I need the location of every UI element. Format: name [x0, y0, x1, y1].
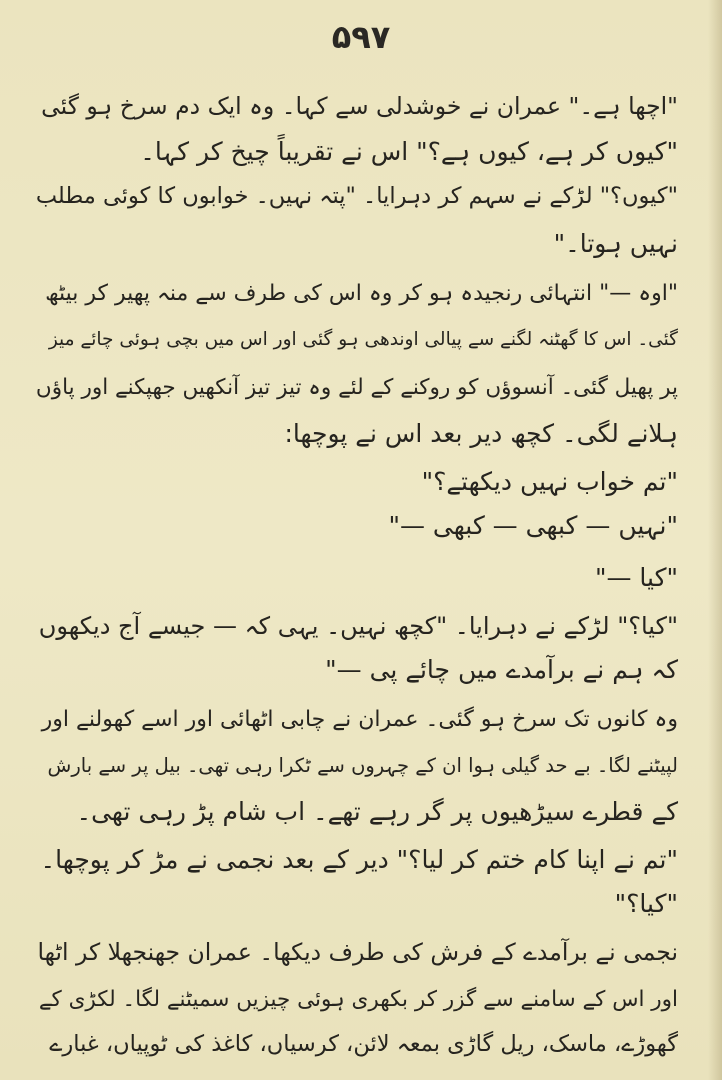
text-line: اور اس کے سامنے سے گزر کر بکھری ہوئی چیزیں سمیٹنے لگا۔ لکڑی کے — [38, 987, 678, 1012]
text-line: پر پھیل گئی۔ آنسوؤں کو روکنے کے لئے وہ تیز تیز آنکھیں جھپکنے اور پاؤں — [35, 375, 678, 400]
text-line: "کیا؟" لڑکے نے دہرایا۔ "کچھ نہیں۔ یہی کہ — جیسے آج دیکھوں — [38, 612, 678, 640]
text-line: "تم نے اپنا کام ختم کر لیا؟" دیر کے بعد نجمی نے مڑ کر پوچھا۔ — [40, 845, 678, 874]
text-line: گھوڑے، ماسک، ریل گاڑی بمعہ لائن، کرسیاں، کاغذ کی ٹوپیاں، غبارے — [49, 1031, 678, 1057]
text-line: "کیوں کر ہے، کیوں ہے؟" اس نے تقریباً چیخ کر کہا۔ — [140, 137, 678, 166]
text-line: ہلانے لگی۔ کچھ دیر بعد اس نے پوچھا: — [284, 419, 678, 448]
text-line: "کیوں؟" لڑکے نے سہم کر دہرایا۔ "پتہ نہیں۔ خوابوں کا کوئی مطلب — [35, 183, 678, 209]
text-line: نہیں ہوتا۔" — [553, 229, 678, 258]
page-number: ۵۹۷ — [331, 18, 391, 56]
text-line: "نہیں — کبھی — کبھی —" — [388, 511, 678, 540]
text-line: لپیٹنے لگا۔ بے حد گیلی ہوا ان کے چہروں سے ٹکرا رہی تھی۔ بیل پر سے بارش — [47, 754, 678, 777]
text-line: نجمی نے برآمدے کے فرش کی طرف دیکھا۔ عمران جھنجھلا کر اٹھا — [37, 938, 678, 966]
text-line: "کیا؟" — [614, 889, 678, 918]
text-line: کے قطرے سیڑھیوں پر گر رہے تھے۔ اب شام پڑ رہی تھی۔ — [76, 797, 678, 826]
text-line: گئی۔ اس کا گھٹنہ لگنے سے پیالی اوندھی ہو گئی اور اس میں بچی ہوئی چائے میز — [48, 329, 678, 350]
text-line: وہ کانوں تک سرخ ہو گئی۔ عمران نے چابی اٹھائی اور اسے کھولنے اور — [41, 707, 678, 732]
text-line: "کیا —" — [594, 563, 678, 592]
text-line: "تم خواب نہیں دیکھتے؟" — [421, 467, 678, 496]
text-line: "اوہ —" انتہائی رنجیدہ ہو کر وہ اس کی طرف سے منہ پھیر کر بیٹھ — [45, 281, 678, 306]
text-line: "اچھا ہے۔" عمران نے خوشدلی سے کہا۔ وہ ایک دم سرخ ہو گئی — [41, 92, 678, 120]
text-line: کہ ہم نے برآمدے میں چائے پی —" — [325, 655, 678, 684]
